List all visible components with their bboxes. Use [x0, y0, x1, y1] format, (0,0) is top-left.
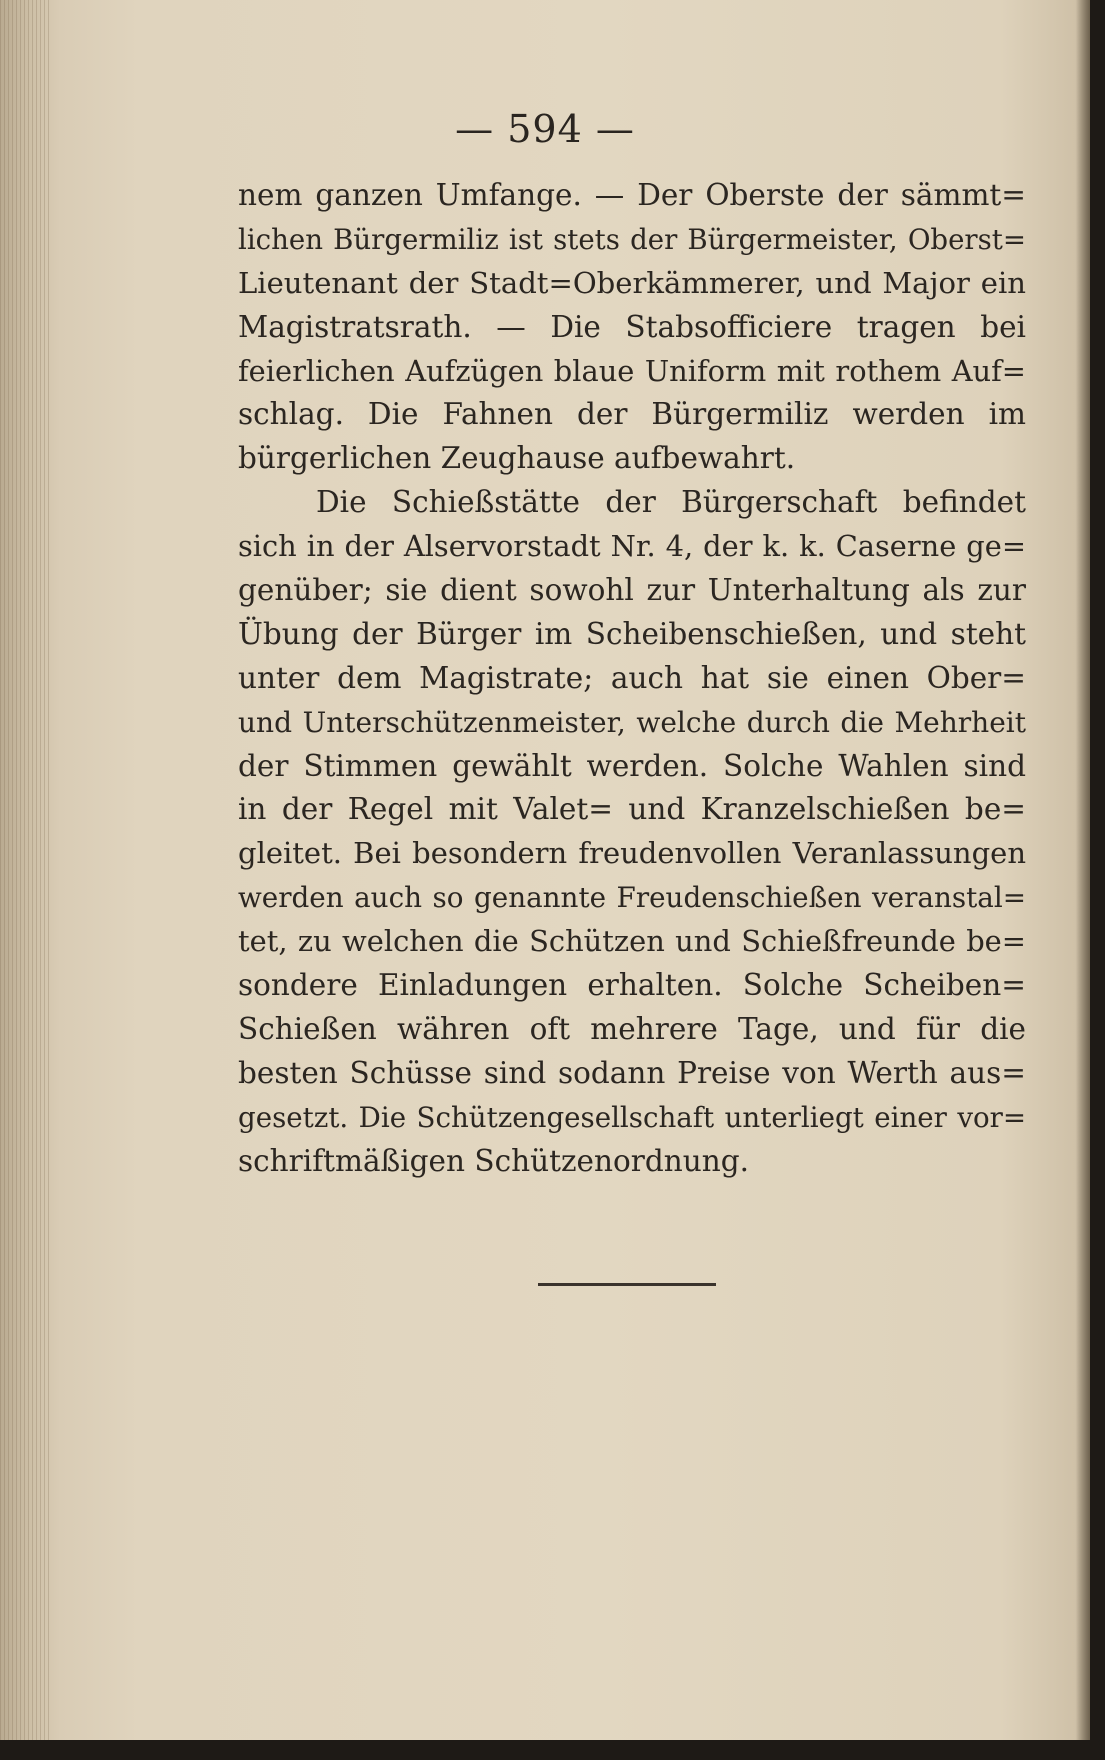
text-line: tet, zu welchen die Schützen und Schießfreunde be= — [238, 924, 1026, 959]
text-line: genüber; sie dient sowohl zur Unterhaltung als zur — [238, 573, 1026, 608]
text-line: Die Schießstätte der Bürgerschaft befindet — [316, 485, 1026, 520]
text-line: lichen Bürgermiliz ist stets der Bürgermeister, Oberst= — [238, 222, 1026, 256]
page-number: — 594 — — [455, 107, 635, 151]
section-divider — [538, 1283, 716, 1286]
text-line: gesetzt. Die Schützengesellschaft unterliegt einer vor= — [238, 1100, 1026, 1134]
text-line: unter dem Magistrate; auch hat sie einen Ober= — [238, 660, 1026, 695]
text-line: nem ganzen Umfange. — Der Oberste der sämmt= — [238, 178, 1026, 212]
text-line: feierlichen Aufzügen blaue Uniform mit rothem Auf= — [238, 353, 1026, 388]
text-line: Magistratsrath. — Die Stabsofficiere tragen bei — [238, 309, 1026, 344]
text-line: Übung der Bürger im Scheibenschießen, und steht — [238, 616, 1026, 651]
text-line: bürgerlichen Zeughause aufbewahrt. — [238, 441, 796, 476]
text-line: schlag. Die Fahnen der Bürgermiliz werden im — [238, 397, 1026, 432]
body-text — [238, 174, 1026, 1183]
text-line: Lieutenant der Stadt=Oberkämmerer, und Major ein — [238, 265, 1026, 300]
text-line: Schießen währen oft mehrere Tage, und für die — [238, 1011, 1026, 1046]
text-line: sondere Einladungen erhalten. Solche Scheiben= — [238, 968, 1026, 1003]
text-line: der Stimmen gewählt werden. Solche Wahlen sind — [238, 748, 1026, 783]
page-edges — [0, 0, 52, 1740]
gutter-shadow — [1076, 0, 1090, 1740]
text-line: gleitet. Bei besondern freudenvollen Veranlassungen — [238, 836, 1026, 871]
text-line: besten Schüsse sind sodann Preise von Werth aus= — [238, 1055, 1026, 1090]
text-line: und Unterschützenmeister, welche durch die Mehrheit — [238, 705, 1026, 739]
text-line: schriftmäßigen Schützenordnung. — [238, 1143, 749, 1178]
text-line: sich in der Alservorstadt Nr. 4, der k. k. Caserne ge= — [238, 529, 1026, 564]
text-line: werden auch so genannte Freudenschießen veranstal= — [238, 881, 1026, 915]
text-line: in der Regel mit Valet= und Kranzelschießen be= — [238, 792, 1026, 827]
